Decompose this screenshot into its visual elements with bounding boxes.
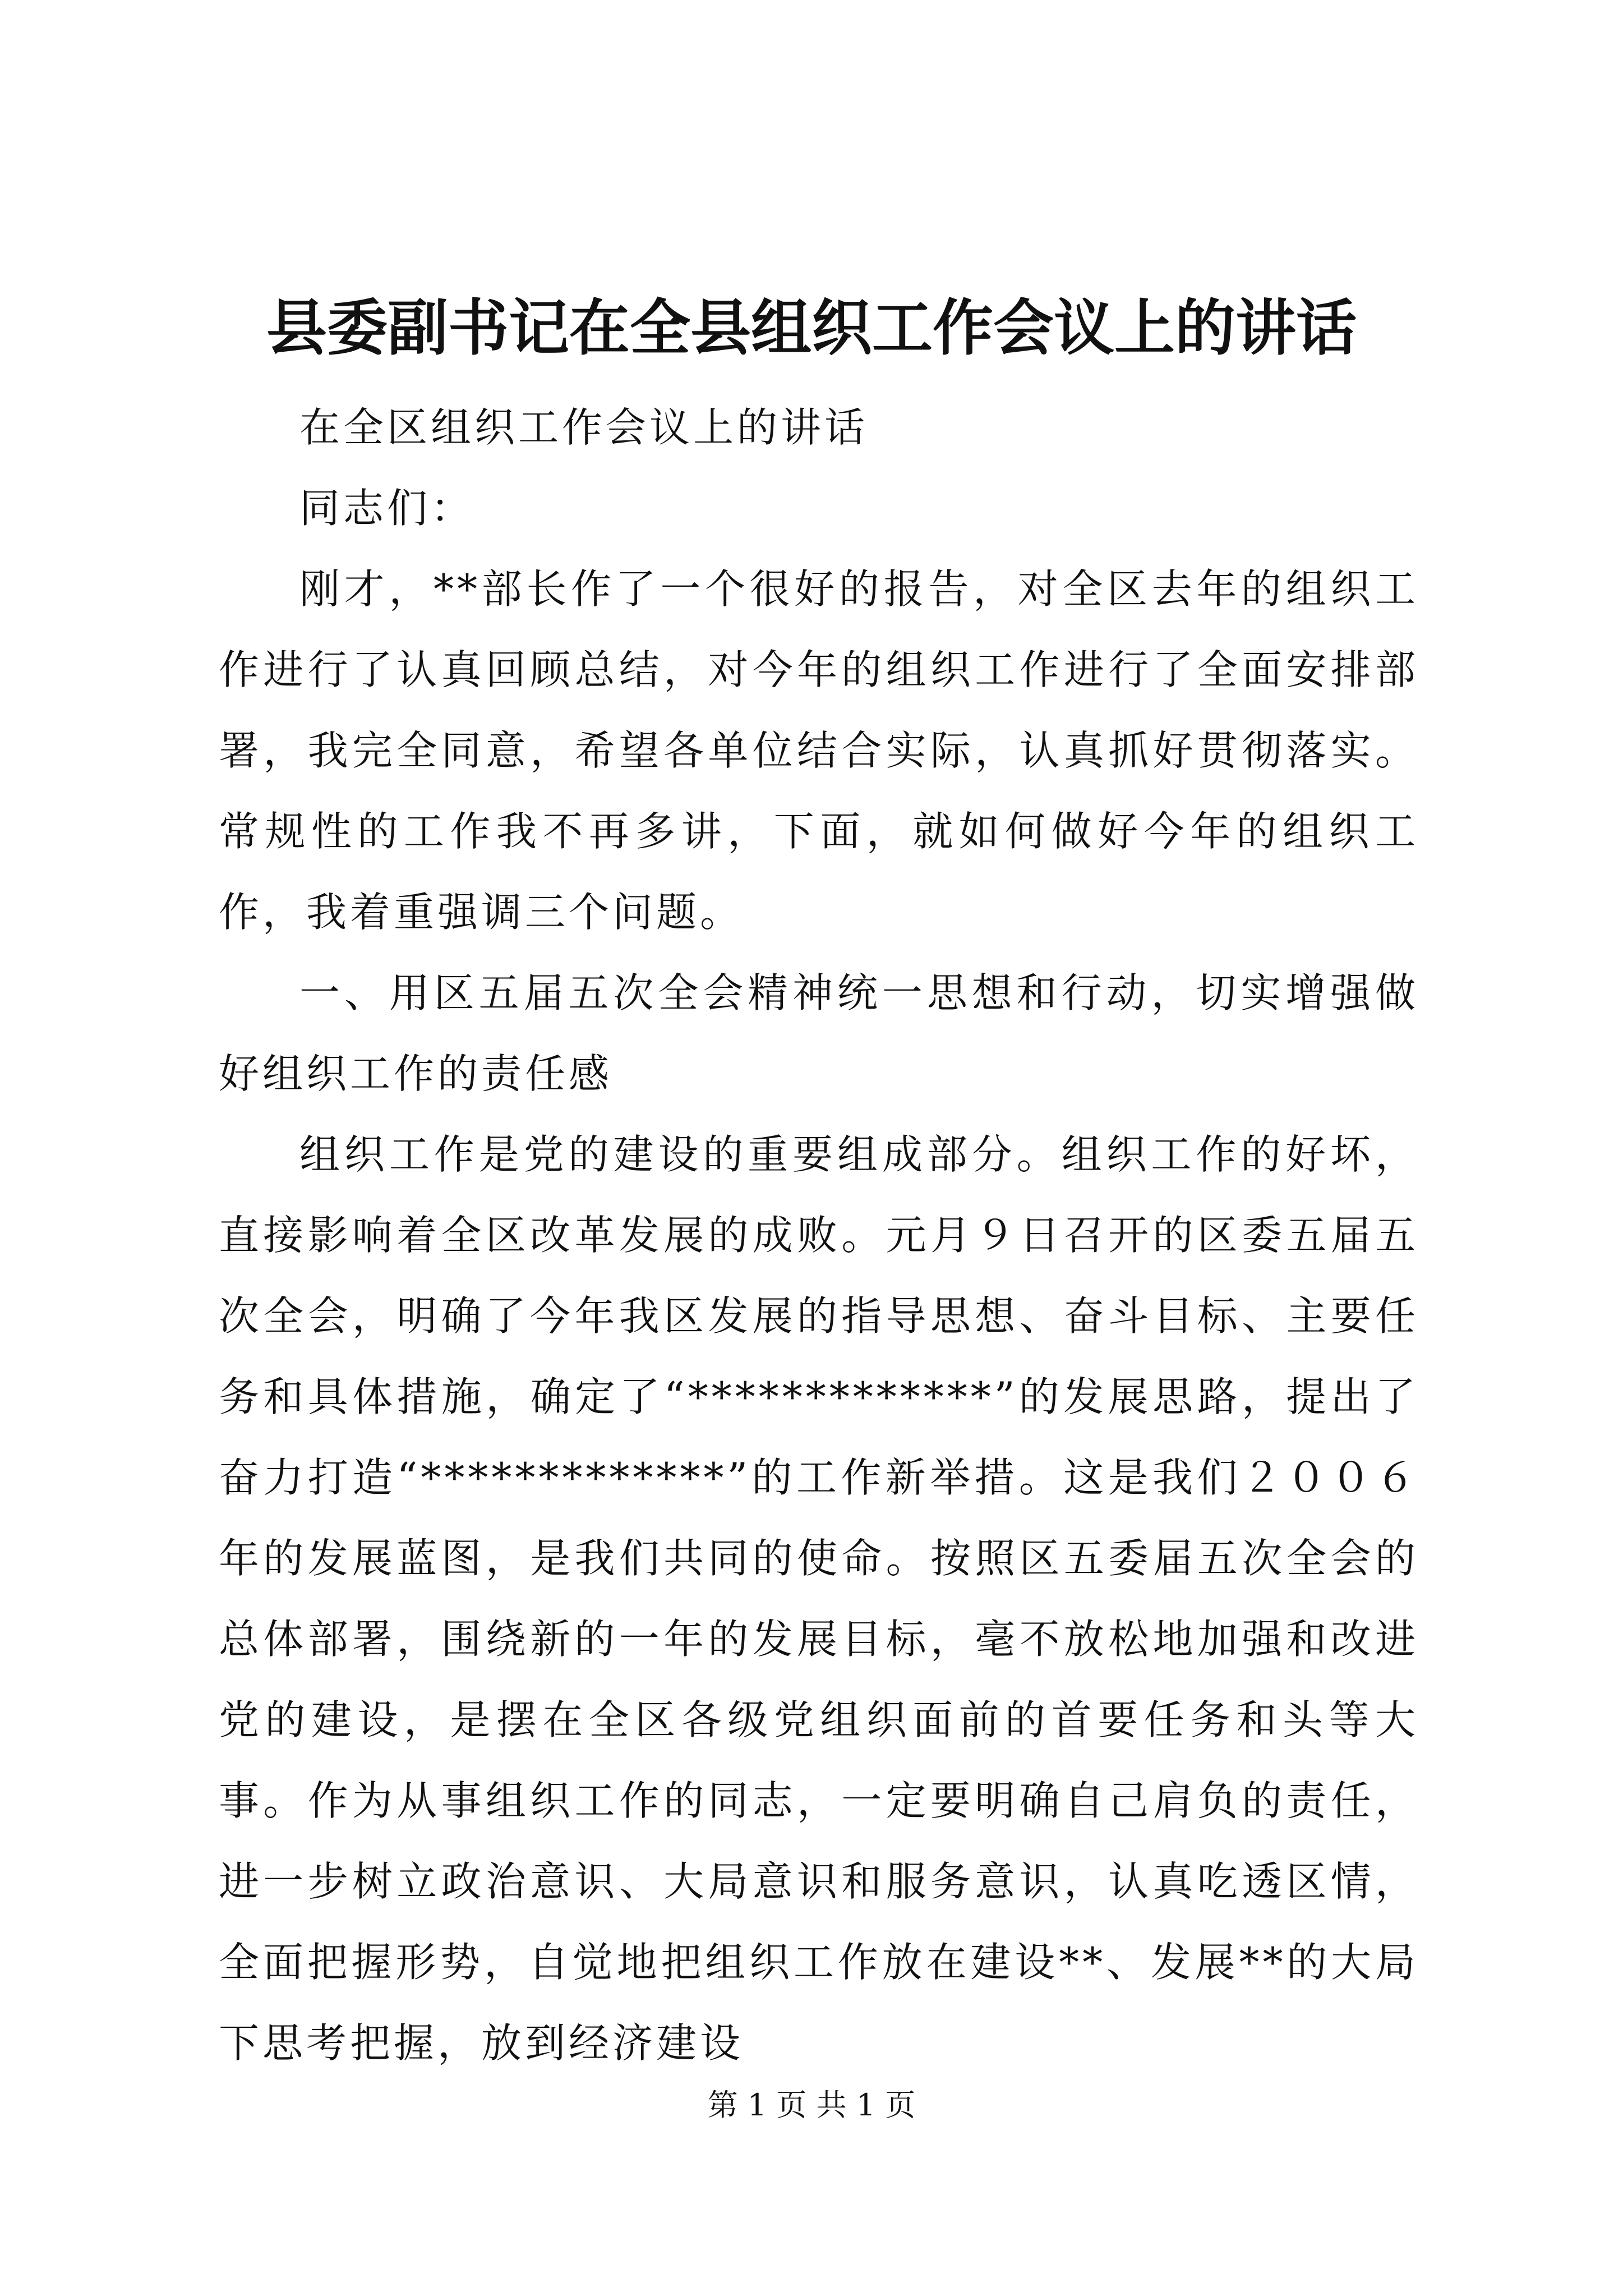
page-footer <box>0 2086 1623 2125</box>
document-subtitle: 在全区组织工作会议上的讲话 <box>299 404 869 451</box>
paragraph-intro: 刚才，**部长作了一个很好的报告，对全区去年的组织工作进行了认真回顾总结，对今年的组织工作进行了全面安排部署，我完全同意，希望各单位结合实际，认真抓好贯彻落实。常规性的工作我不再多讲，下面，就如何做好今年的组织工作，我着重强调三个问题。 <box>219 565 1419 936</box>
document-title: 县委副书记在全县组织工作会议上的讲话 <box>266 293 1357 364</box>
salutation: 同志们： <box>299 485 475 532</box>
paragraph-section-1: 组织工作是党的建设的重要组成部分。组织工作的好坏，直接影响着全区改革发展的成败。元月９日召开的区委五届五次全会，明确了今年我区发展的指导思想、奋斗目标、主要任务和具体措施，确定了“*************”的发展思路，提出了奋力打造“*************”的工作新举措。这是我们２００６年的发展蓝图，是我们共同的使命。按照区五委届五次全会的总体部署，围绕新的一年的发展目标，毫不放松地加强和改进党的建设，是摆在全区各级党组织面前的首要任务和头等大事。作为从事组织工作的同志，一定要明确自己肩负的责任，进一步树立政治意识、大局意识和服务意识，认真吃透区情，全面把握形势，自觉地把组织工作放在建设**、发展**的大局下思考把握，放到经济建设 <box>219 1131 1419 2067</box>
page-number-label: 第 1 页 共 1 页 <box>707 2087 916 2123</box>
section-heading-1: 一、用区五届五次全会精神统一思想和行动，切实增强做好组织工作的责任感 <box>219 969 1419 1097</box>
document-body <box>219 387 1419 2083</box>
